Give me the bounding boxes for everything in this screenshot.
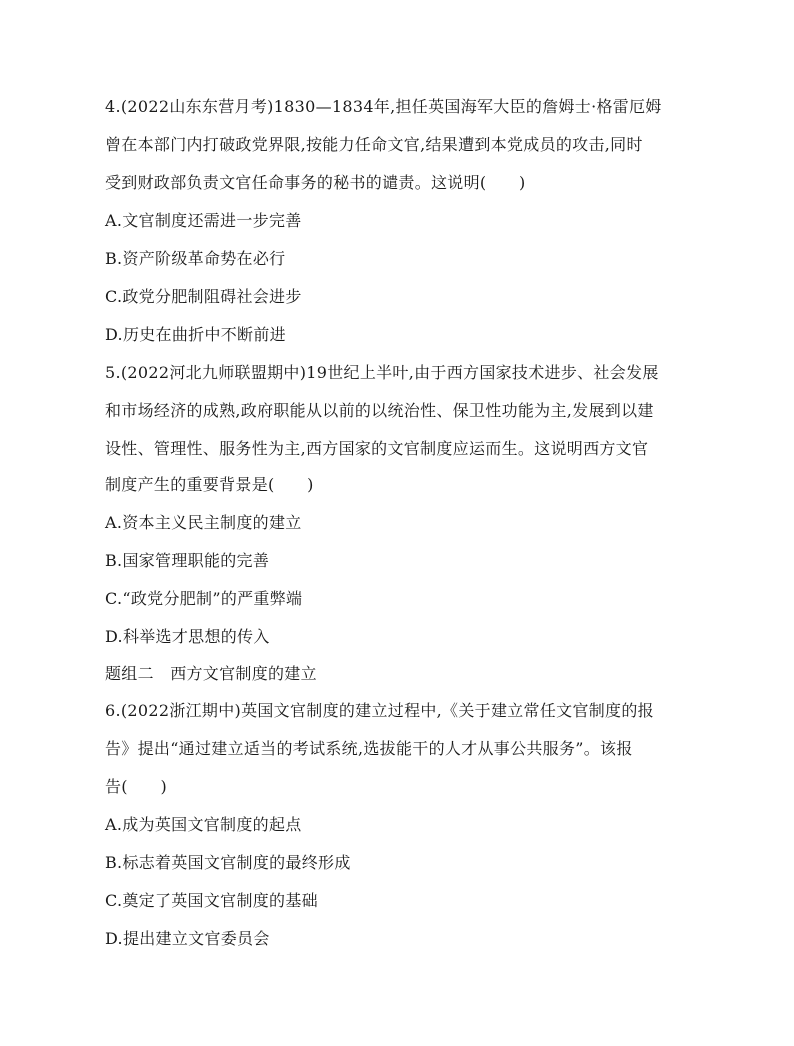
q5-stem-line-3: 设性、管理性、服务性为主,西方国家的文官制度应运而生。这说明西方文官 <box>105 439 649 458</box>
q5-option-b: B.国家管理职能的完善 <box>105 551 270 570</box>
q5-option-a: A.资本主义民主制度的建立 <box>105 513 302 532</box>
q4-stem-line-1: 4.(2022山东东营月考)1830—1834年,担任英国海军大臣的詹姆士·格雷厄姆 <box>105 97 662 116</box>
q4-stem-line-3: 受到财政部负责文官任命事务的秘书的谴责。这说明( ) <box>105 173 526 192</box>
q4-option-b: B.资产阶级革命势在必行 <box>105 249 286 268</box>
q4-option-d: D.历史在曲折中不断前进 <box>105 325 286 344</box>
q5-option-c: C.“政党分肥制”的严重弊端 <box>105 589 303 608</box>
q5-stem-line-4: 制度产生的重要背景是( ) <box>105 475 314 494</box>
q6-option-a: A.成为英国文官制度的起点 <box>105 815 302 834</box>
q5-stem-line-1: 5.(2022河北九师联盟期中)19世纪上半叶,由于西方国家技术进步、社会发展 <box>105 363 659 382</box>
section-heading: 题组二 西方文官制度的建立 <box>105 664 317 683</box>
q6-stem-line-3: 告( ) <box>105 777 167 796</box>
q6-option-b: B.标志着英国文官制度的最终形成 <box>105 853 351 872</box>
q6-option-d: D.提出建立文官委员会 <box>105 929 270 948</box>
q6-option-c: C.奠定了英国文官制度的基础 <box>105 891 318 910</box>
q4-option-a: A.文官制度还需进一步完善 <box>105 211 302 230</box>
q6-stem-line-1: 6.(2022浙江期中)英国文官制度的建立过程中,《关于建立常任文官制度的报 <box>105 701 654 720</box>
q6-stem-line-2: 告》提出“通过建立适当的考试系统,选拔能干的人才从事公共服务”。该报 <box>105 739 633 758</box>
q4-stem-line-2: 曾在本部门内打破政党界限,按能力任命文官,结果遭到本党成员的攻击,同时 <box>105 135 643 154</box>
q5-option-d: D.科举选才思想的传入 <box>105 627 270 646</box>
q5-stem-line-2: 和市场经济的成熟,政府职能从以前的以统治性、保卫性功能为主,发展到以建 <box>105 401 654 420</box>
q4-option-c: C.政党分肥制阻碍社会进步 <box>105 287 302 306</box>
